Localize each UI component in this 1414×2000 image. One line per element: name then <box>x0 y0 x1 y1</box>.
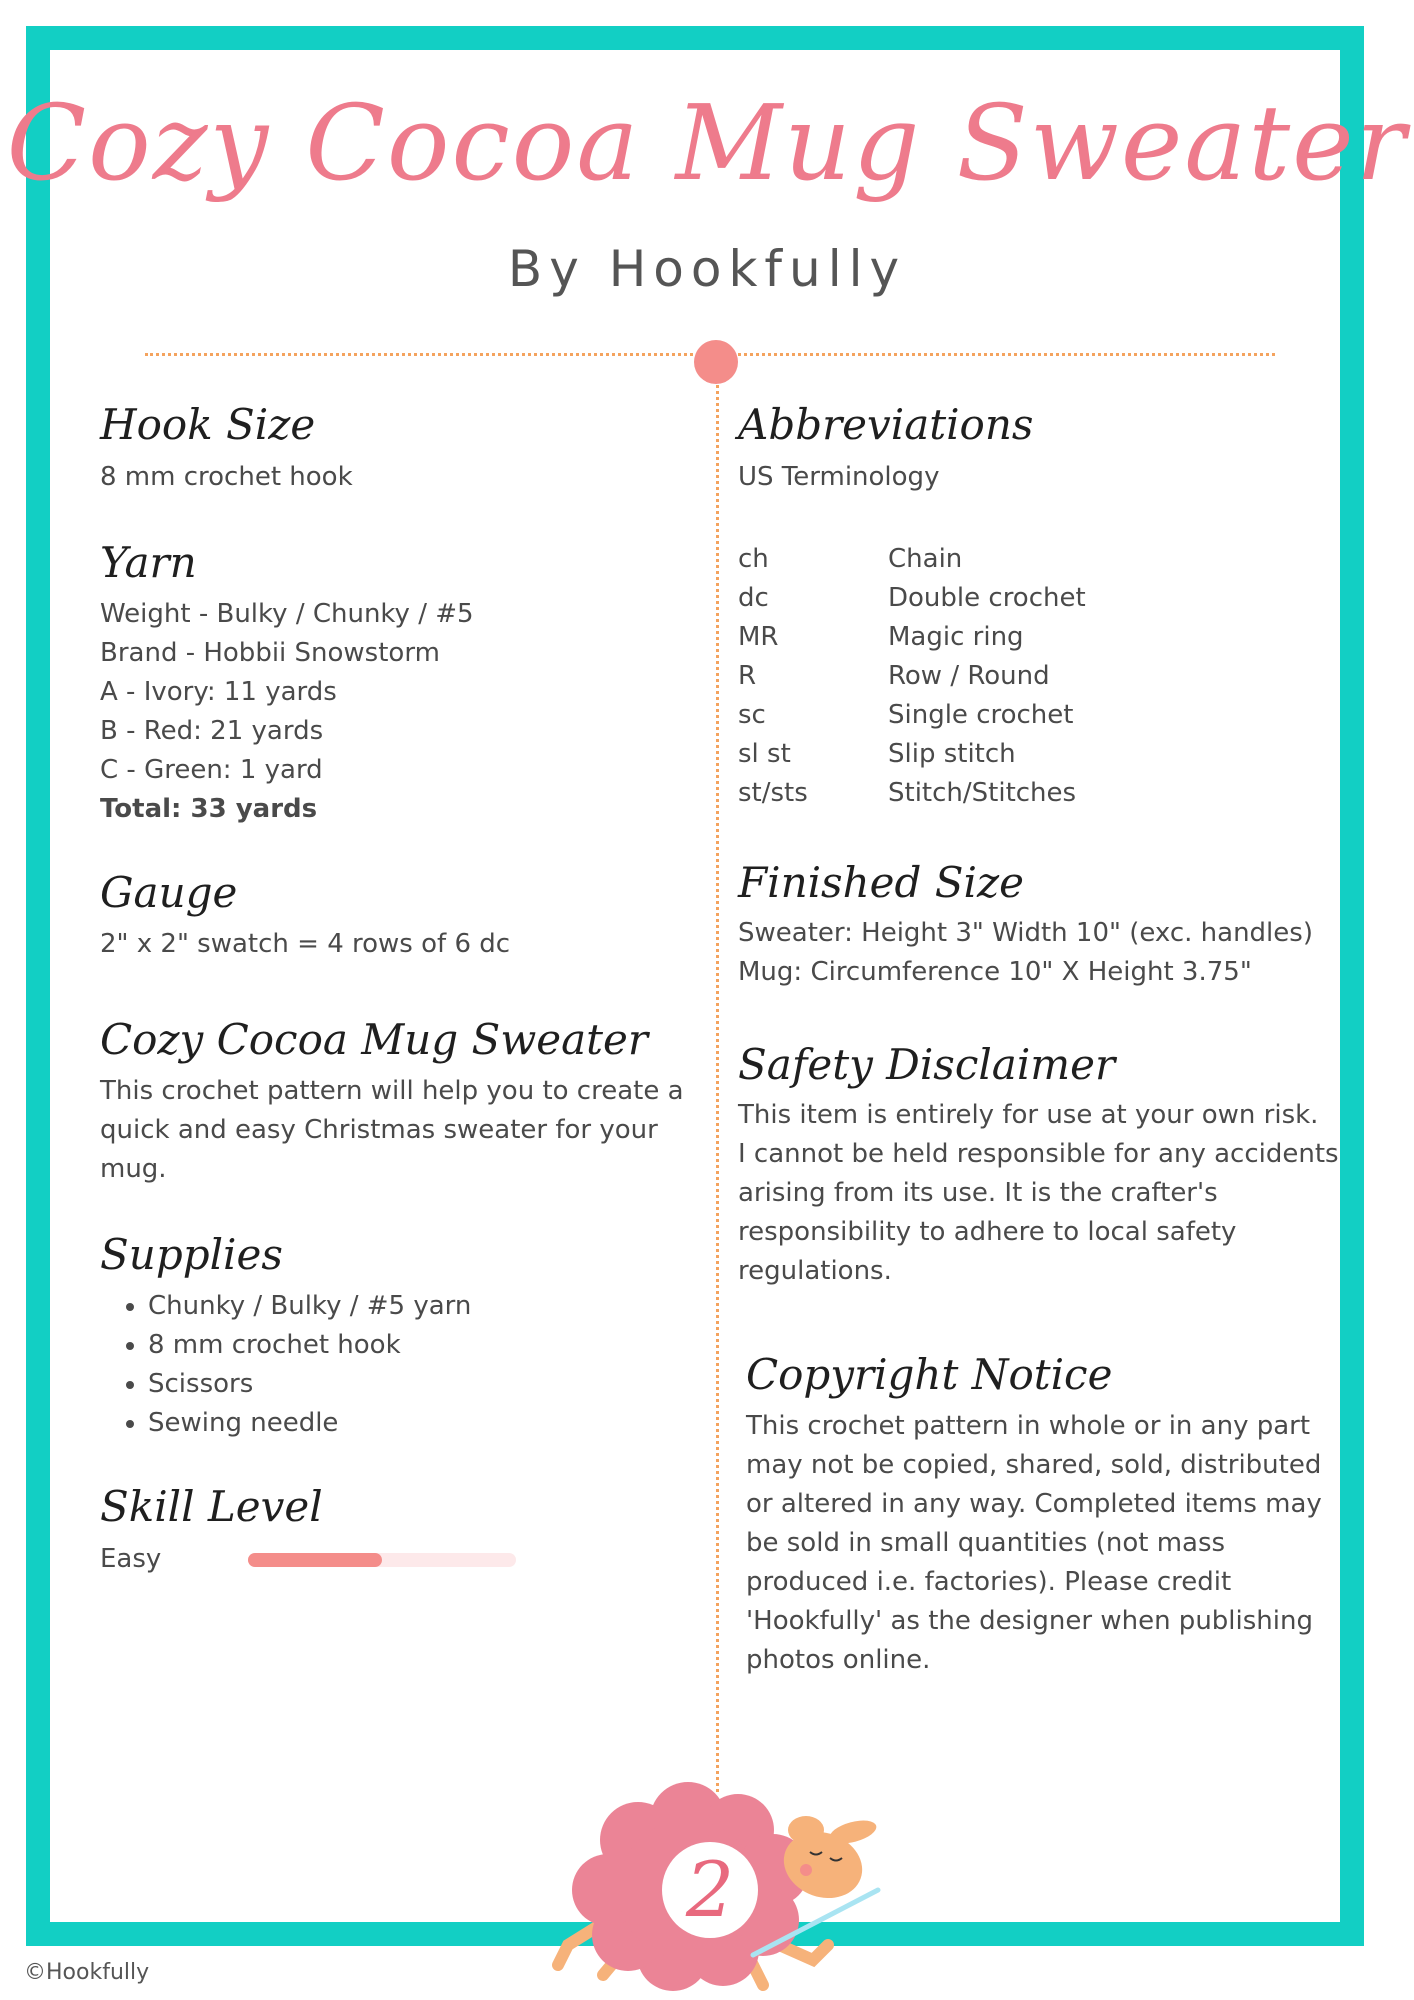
gauge-heading: Gauge <box>100 868 238 917</box>
copyright-text <box>746 1407 1322 1680</box>
description-line: This crochet pattern will help you to create a <box>100 1076 684 1106</box>
skill-level-heading: Skill Level <box>100 1482 323 1531</box>
supplies-item: • Chunky / Bulky / #5 yarn <box>148 1287 471 1326</box>
abbreviation-code: st/sts <box>738 778 808 808</box>
yarn-color-c: C - Green: 1 yard <box>100 755 323 785</box>
abbreviation-code: R <box>738 661 757 691</box>
vertical-divider <box>716 362 719 1792</box>
supplies-item: • 8 mm crochet hook <box>148 1326 471 1365</box>
safety-line: I cannot be held responsible for any accidents <box>738 1139 1339 1169</box>
finished-size-text <box>738 914 1313 992</box>
page-title: Cozy Cocoa Mug Sweater <box>6 82 1408 204</box>
yarn-brand: Brand - Hobbii Snowstorm <box>100 638 440 668</box>
abbreviation-row <box>738 540 1138 579</box>
yarn-total: Total: 33 yards <box>100 794 318 824</box>
copyright-line: produced i.e. factories). Please credit <box>746 1567 1232 1597</box>
hook-size-value: 8 mm crochet hook <box>100 462 353 492</box>
copyright-line: may not be copied, shared, sold, distributed <box>746 1450 1322 1480</box>
hook-size-heading: Hook Size <box>100 400 316 449</box>
abbreviation-meaning: Double crochet <box>888 583 1086 613</box>
abbreviation-code: dc <box>738 583 769 613</box>
description-line: quick and easy Christmas sweater for your <box>100 1115 658 1145</box>
skill-level-label: Easy <box>100 1544 162 1574</box>
divider-dot <box>694 340 738 384</box>
copyright-line: photos online. <box>746 1645 931 1675</box>
description-heading: Cozy Cocoa Mug Sweater <box>100 1015 648 1064</box>
safety-line: responsibility to adhere to local safety <box>738 1217 1237 1247</box>
copyright-line: be sold in small quantities (not mass <box>746 1528 1226 1558</box>
abbreviation-meaning: Single crochet <box>888 700 1074 730</box>
byline: By Hookfully <box>507 240 907 298</box>
abbreviations-table <box>738 540 1138 813</box>
abbreviation-row <box>738 774 1138 813</box>
copyright-line: This crochet pattern in whole or in any part <box>746 1411 1311 1441</box>
copyright-line: 'Hookfully' as the designer when publishing <box>746 1606 1313 1636</box>
supplies-heading: Supplies <box>100 1230 283 1279</box>
abbreviation-code: MR <box>738 622 779 652</box>
abbreviation-meaning: Chain <box>888 544 963 574</box>
yarn-color-b: B - Red: 21 yards <box>100 716 324 746</box>
abbreviation-meaning: Magic ring <box>888 622 1024 652</box>
yarn-weight: Weight - Bulky / Chunky / #5 <box>100 599 474 629</box>
yarn-details <box>100 595 474 829</box>
finished-size-sweater: Sweater: Height 3" Width 10" (exc. handles) <box>738 918 1313 948</box>
abbreviation-code: ch <box>738 544 769 574</box>
abbreviation-row <box>738 579 1138 618</box>
abbreviations-heading: Abbreviations <box>738 400 1034 449</box>
finished-size-heading: Finished Size <box>738 858 1024 907</box>
hook-size-text <box>100 458 353 497</box>
supplies-item: • Sewing needle <box>148 1404 471 1443</box>
description-line: mug. <box>100 1154 167 1184</box>
gauge-text <box>100 925 510 964</box>
abbreviation-meaning: Stitch/Stitches <box>888 778 1077 808</box>
skill-level-fill <box>248 1553 382 1567</box>
abbreviation-row <box>738 735 1138 774</box>
page-number: 2 <box>685 1845 735 1934</box>
safety-text <box>738 1096 1339 1291</box>
abbreviation-row <box>738 657 1138 696</box>
supplies-item: • Scissors <box>148 1365 471 1404</box>
abbreviation-row <box>738 696 1138 735</box>
safety-line: arising from its use. It is the crafter's <box>738 1178 1218 1208</box>
safety-line: regulations. <box>738 1256 892 1286</box>
safety-line: This item is entirely for use at your own risk. <box>738 1100 1319 1130</box>
abbreviations-subtitle: US Terminology <box>738 462 940 492</box>
abbreviation-meaning: Slip stitch <box>888 739 1016 769</box>
description-text <box>100 1072 684 1189</box>
abbreviation-meaning: Row / Round <box>888 661 1050 691</box>
copyright-heading: Copyright Notice <box>746 1350 1113 1399</box>
gauge-value: 2" x 2" swatch = 4 rows of 6 dc <box>100 929 511 959</box>
footer-copyright: ©Hookfully <box>24 1960 150 1985</box>
yarn-heading: Yarn <box>100 538 197 587</box>
finished-size-mug: Mug: Circumference 10" X Height 3.75" <box>738 957 1252 987</box>
supplies-list <box>100 1287 471 1443</box>
abbreviation-code: sl st <box>738 739 791 769</box>
abbreviation-row <box>738 618 1138 657</box>
abbreviation-code: sc <box>738 700 766 730</box>
yarn-color-a: A - Ivory: 11 yards <box>100 677 337 707</box>
copyright-line: or altered in any way. Completed items may <box>746 1489 1322 1519</box>
safety-heading: Safety Disclaimer <box>738 1040 1116 1089</box>
skill-level-bar <box>248 1553 516 1567</box>
